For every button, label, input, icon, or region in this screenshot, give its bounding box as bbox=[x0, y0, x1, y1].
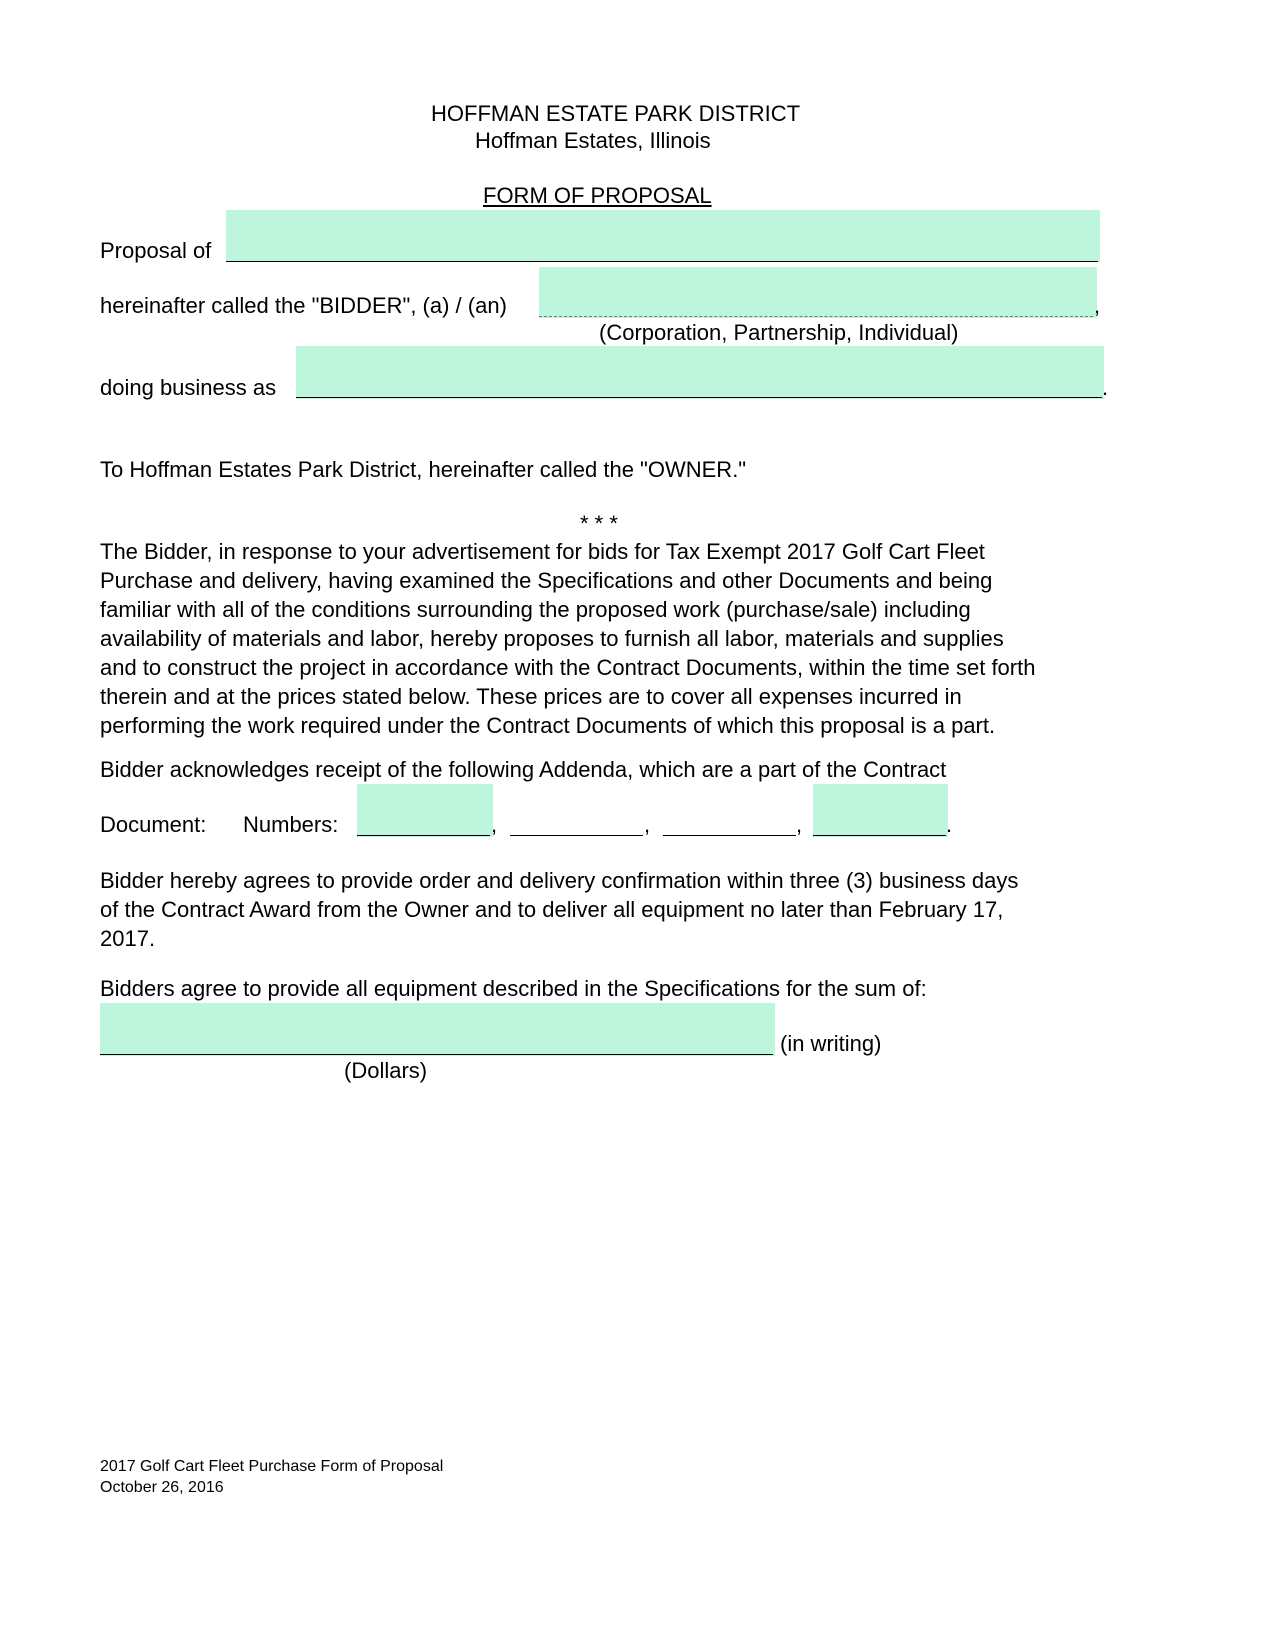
sum-underline bbox=[100, 1054, 773, 1055]
bidder-comma: , bbox=[1094, 293, 1101, 318]
dba-input[interactable] bbox=[296, 346, 1104, 399]
body-line: Purchase and delivery, having examined the Specifications and other Documents and being bbox=[100, 568, 993, 593]
bidder-label: hereinafter called the "BIDDER", (a) / (an) bbox=[100, 293, 507, 318]
addenda-period: . bbox=[946, 812, 953, 837]
org-name: HOFFMAN ESTATE PARK DISTRICT bbox=[431, 101, 801, 126]
bidder-type-input[interactable] bbox=[539, 267, 1097, 318]
location: Hoffman Estates, Illinois bbox=[475, 128, 711, 153]
numbers-label: Numbers: bbox=[243, 812, 339, 837]
bidder-type-hint: (Corporation, Partnership, Individual) bbox=[599, 320, 959, 345]
form-title: FORM OF PROPOSAL bbox=[483, 183, 712, 208]
body-line: The Bidder, in response to your advertisement for bids for Tax Exempt 2017 Golf Cart Fleet bbox=[100, 539, 985, 564]
addendum-underline-2 bbox=[510, 835, 643, 836]
addendum-number-3[interactable] bbox=[663, 784, 799, 837]
addendum-underline-4 bbox=[813, 835, 946, 836]
addenda-comma: , bbox=[644, 812, 651, 837]
addendum-number-4[interactable] bbox=[813, 784, 948, 837]
addendum-number-2[interactable] bbox=[510, 784, 646, 837]
owner-line: To Hoffman Estates Park District, hereinafter called the "OWNER." bbox=[100, 457, 747, 482]
delivery-line: Bidder hereby agrees to provide order and delivery confirmation within three (3) business days bbox=[100, 868, 1019, 893]
delivery-line: 2017. bbox=[100, 926, 156, 951]
addenda-line: Bidder acknowledges receipt of the following Addenda, which are a part of the Contract bbox=[100, 757, 947, 782]
sum-input[interactable] bbox=[100, 1003, 775, 1056]
dollars-label: (Dollars) bbox=[344, 1058, 428, 1083]
proposal-of-label: Proposal of bbox=[100, 238, 212, 263]
dba-underline bbox=[296, 397, 1102, 398]
proposal-of-input[interactable] bbox=[226, 210, 1100, 262]
separator: * * * bbox=[580, 511, 618, 536]
body-paragraph bbox=[100, 537, 1160, 740]
addendum-underline-3 bbox=[663, 835, 796, 836]
bidder-type-underline bbox=[539, 316, 1093, 317]
body-line: familiar with all of the conditions surrounding the proposed work (purchase/sale) including bbox=[100, 597, 971, 622]
addenda-comma: , bbox=[491, 812, 498, 837]
dba-period: . bbox=[1102, 375, 1109, 400]
body-line: performing the work required under the Contract Documents of which this proposal is a part. bbox=[100, 713, 996, 738]
body-line: therein and at the prices stated below. These prices are to cover all expenses incurred in bbox=[100, 684, 962, 709]
addendum-number-1[interactable] bbox=[357, 784, 493, 837]
dba-label: doing business as bbox=[100, 375, 277, 400]
body-line: availability of materials and labor, hereby proposes to furnish all labor, materials and supplies bbox=[100, 626, 1004, 651]
delivery-line: of the Contract Award from the Owner and to deliver all equipment no later than February 17, bbox=[100, 897, 1004, 922]
document-label: Document: bbox=[100, 812, 207, 837]
proposal-of-underline bbox=[226, 261, 1098, 262]
in-writing-label: (in writing) bbox=[780, 1031, 882, 1056]
footer-date: October 26, 2016 bbox=[100, 1479, 224, 1496]
sum-line: Bidders agree to provide all equipment described in the Specifications for the sum of: bbox=[100, 976, 927, 1001]
body-line: and to construct the project in accordance with the Contract Documents, within the time set forth bbox=[100, 655, 1036, 680]
footer-title: 2017 Golf Cart Fleet Purchase Form of Proposal bbox=[100, 1458, 444, 1475]
delivery-paragraph bbox=[100, 866, 1160, 953]
addenda-comma: , bbox=[796, 812, 803, 837]
addendum-underline-1 bbox=[357, 835, 490, 836]
